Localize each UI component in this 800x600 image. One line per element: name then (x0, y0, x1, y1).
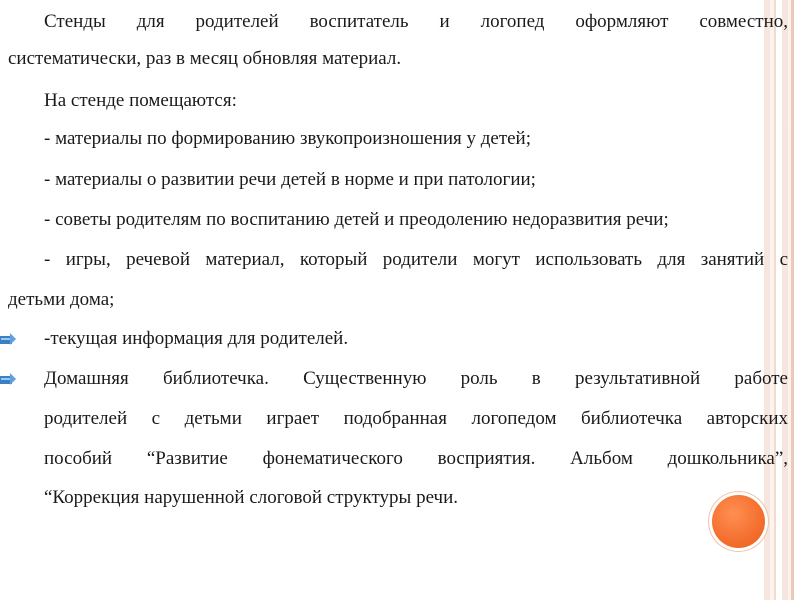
text-line-11: родителей с детьми играет подобранная логопедом библиотечка авторских (44, 408, 788, 429)
text-line-5: - материалы о развитии речи детей в норме и при патологии; (44, 169, 536, 190)
text-line-3: На стенде помещаются: (44, 90, 237, 111)
text-line-8: детьми дома; (8, 289, 115, 310)
text-line-2: систематически, раз в месяц обновляя материал. (8, 48, 402, 69)
text-line-4: - материалы по формированию звукопроизношения у детей; (44, 128, 532, 149)
text-line-10: Домашняя библиотечка. Существенную роль в результативной работе (44, 368, 788, 389)
decorative-stripe-line (791, 0, 794, 600)
text-line-6: - советы родителям по воспитанию детей и преодолению недоразвития речи; (44, 209, 669, 230)
bullet-arrow-icon (0, 373, 16, 386)
decorative-stripes (764, 0, 800, 600)
text-line-7: - игры, речевой материал, который родители могут использовать для занятий с (44, 249, 788, 270)
decorative-orange-circle (712, 495, 765, 548)
text-line-9: -текущая информация для родителей. (44, 328, 349, 349)
bullet-arrow-icon (0, 333, 16, 346)
text-line-13: “Коррекция нарушенной слоговой структуры речи. (44, 487, 459, 508)
text-line-1: Стенды для родителей воспитатель и логопед оформляют совместно, (44, 11, 788, 32)
text-line-12: пособий “Развитие фонематического восприятия. Альбом дошкольника”, (44, 448, 788, 469)
